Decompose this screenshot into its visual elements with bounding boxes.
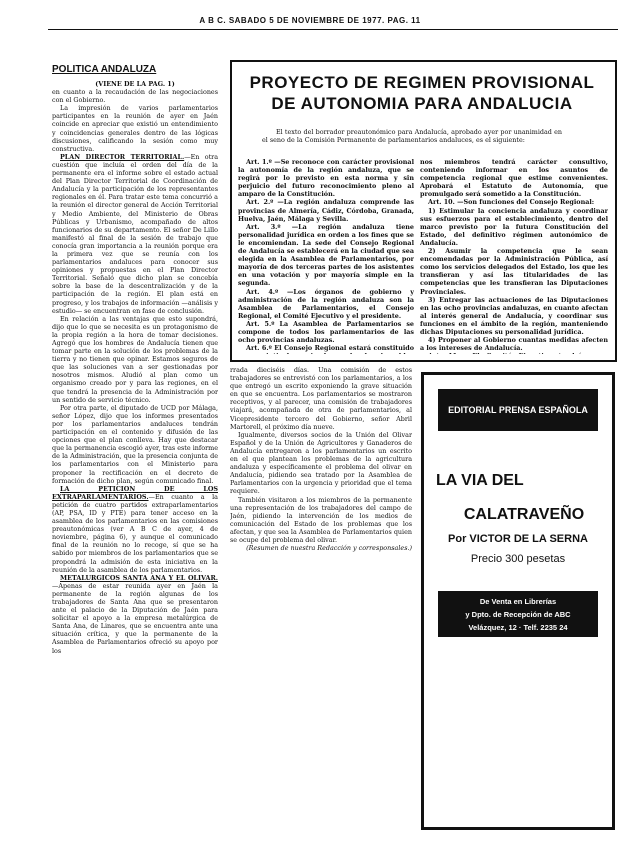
ad-price: Precio 300 pesetas: [470, 553, 566, 565]
article-lead: Art. 6.º: [246, 344, 272, 353]
article-item: [420, 198, 608, 206]
section-title: POLITICA ANDALUZA: [52, 64, 157, 75]
article-item: [238, 344, 414, 354]
article-lead: Art. 2.º: [246, 198, 274, 207]
paragraph: —En otra cuestión que incluía el orden del día de la permanente era el informe sobre el estado actual del Plan Director Territorial de Coordinación de Andalucía y la participación de los representantes regionales en él. Para tratar este tema concurrió a la reunión el director general de Acción Territorial y Medio Ambiente, del Ministerio de Obras Públicas y Urbanismo, acompañado de altos funcionarios de su departamento. El señor De Lillo manifestó al final de la sesión de trabajo que conocía gran importancia a la reunión porque era la primera vez que se reunía con los parlamentarios andaluces para conocer sus opiniones y propuestas en el Plan Director Territorial. Señaló que dicho plan se concebía sobre la base de la descentralización y de la participación de la región. El plan está en progreso, y los trabajos de información —análisis y estudio— se encuentran en fase de conclusión.: [52, 152, 218, 315]
ad-footer-line1: De Venta en Librerías: [479, 597, 557, 606]
article-item: [420, 158, 608, 198]
article-lead: 3): [428, 295, 436, 304]
paragraph: En relación a las ventajas que esto supondrá, dijo que lo que se necesita es un protagonismo de la propia región a la hora de tomar decisiones. Agregó que los hombres de Andalucía tienen que tomar parte en la solución de los problemas de la tierra y no tienen que opinar. Estamos seguros de que las soluciones van a ser gestionadas por nosotros mismos. Aludió al plan como un organismo creado por y para las regiones, en el que tendrá la presencia de la Administración por un sentido de servicio técnico.: [52, 314, 218, 404]
article-lead: Art. 5.º: [246, 319, 275, 328]
article-lead: Art. 1.º: [246, 158, 272, 166]
article-item: [420, 336, 608, 352]
paragraph: —En cuanto a la petición de cuatro partidos extraparlamentarios (AP, PSA, ID y PTE) para tener acceso en la asamblea de los parlamentarios en las comisiones preautonómicas (ver A B C de ayer, 4 de noviembre, página 6), y aunque el comunicado final de la reunión no lo recoge, sí que se ha sabido por miembros de los parlamentarios que se propondrá la admisión de esta iniciativa en la reunión de la asamblea de los parlamentarios.: [52, 492, 218, 574]
paragraph: También visitaron a los miembros de la permanente una representación de los trabajadores del campo de Jaén, pidiendo la intervención de los medios de comunicación del Estado de los problemas que los afectan, y que sea la Asamblea de Parlamentarios quien se ocupe del problema del olivar.: [230, 495, 412, 544]
article-lead: 1): [428, 206, 436, 215]
ad-footer-line2: y Dpto. de Recepción de ABC: [465, 610, 571, 619]
article-lead: Art. 4.º: [246, 287, 279, 296]
article-intro: El texto del borrador preautonómico para Andalucía, aprobado ayer por unanimidad en el seno de la Comisión Permanente de parlamentarios andaluces, es el siguiente:: [262, 128, 562, 144]
ad-title-line2: CALATRAVEÑO: [463, 506, 585, 523]
article-title: PROYECTO DE REGIMEN PROVISIONAL DE AUTONOMIA PARA ANDALUCIA: [249, 73, 595, 113]
paragraph: en cuanto a la recaudación de las negociaciones con el Gobierno.: [52, 88, 218, 105]
article-item: [238, 158, 414, 198]
article-item: [420, 352, 608, 354]
article-item: [420, 296, 608, 336]
subhead-metalurgicos: METALURGICOS SANTA ANA Y EL OLIVAR.: [60, 573, 218, 582]
middle-column: [230, 366, 412, 828]
article-item: [420, 247, 608, 296]
signoff: (Resumen de nuestra Redacción y corresponsales.): [246, 544, 412, 553]
article-text: Proponer al Gobierno cuantas medidas afecten a los intereses de Andalucía.: [420, 336, 608, 353]
article-item: [238, 320, 414, 344]
article-lead: 2): [428, 247, 436, 256]
article-text: —Los órganos de gobierno y administración de la región andaluza son la Asamblea de Parlamentarios, el Consejo Regional, el Comité Ejecutivo y el presidente.: [238, 287, 414, 320]
article-text: Entregar las actuaciones de las Diputaciones en las ocho provincias andaluzas, en cuanto afectan al interés general de Andalucía, y coordinar sus funciones en el ámbito de la región, manteniendo dichas Diputaciones su personalidad jurídica.: [420, 295, 608, 336]
article-lead: [428, 352, 459, 354]
paragraph: Igualmente, diversos socios de la Unión del Olivar Español y de la Unión de Agricultores y Ganaderos de Andalucía entregaron a los parlamentarios un escrito en el que plantean los problemas de la agricultura andaluza y específicamente el problema del olivar en Andalucía, pidiendo sea tratado por la Asamblea de Parlamentarios con la urgencia y prioridad que el tema requiere.: [230, 430, 412, 496]
article-text: —La región andaluza tiene personalidad jurídica en orden a los fines que se le encomiendan. La sede del Consejo Regional de Andalucía se establecerá en la ciudad que sea elegida en la Asamblea de Parlamentarios, por mayoría de dos terceras partes de los asistentes en una votación y por mayoría simple en la segunda.: [238, 222, 414, 288]
article-lead: 4): [428, 336, 436, 345]
article-text: Asumir la competencia que le sean encomendadas por la Administración Pública, así como los servicios delegados del Estado, los que les transfieran y así las titularidades de las competencias que les transfieran las Diputaciones Provinciales.: [420, 247, 608, 296]
article-text: —La región andaluza comprende las provincias de Almería, Cádiz, Córdoba, Granada, Huelva, Jaén, Málaga y Sevilla.: [238, 198, 414, 223]
article-text: —Se reconoce con carácter provisional la autonomía de la región andaluza, que se regirá por lo previsto en esta norma y sin perjuicio del futuro reconocimiento pleno al amparo de la Constitución.: [238, 158, 414, 199]
header-rule: [48, 29, 618, 30]
article-item: [238, 223, 414, 288]
running-head: A B C. SABADO 5 DE NOVIEMBRE DE 1977. PAG. 11: [199, 16, 421, 25]
subhead-plan: PLAN DIRECTOR TERRITORIAL.: [60, 152, 185, 161]
ad-title: [424, 471, 612, 525]
ad-header: EDITORIAL PRENSA ESPAÑOLA: [438, 389, 598, 431]
article-text: El Consejo Regional estará constituido: [274, 344, 414, 353]
ad-title-line1: LA VIA DEL: [436, 472, 524, 489]
article-text: —Son funciones del Consejo Regional:: [457, 198, 595, 207]
article-item: [238, 288, 414, 320]
article-item: [420, 207, 608, 247]
article-text: nos miembros tendrá carácter consultivo, conteniendo informar en los asuntos de competencia regional que estime convenientes. Aprobará el Estatuto de Autonomía, que promulgado será sometido a la Constitución.: [420, 158, 608, 199]
paragraph: rrada dieciséis días. Una comisión de estos trabajadores se entrevistó con los parlamentarios, a los que entregó un escrito exponiendo la grave situación en que se encuentra. Los parlamentarios se mostraron receptivos, y al parecer, una comisión de trabajadores viajará, acompañada de otra de parlamentarios, al Vicepresidente tercero del Gobierno, señor Abril Martorell, el próximo día nueve.: [230, 366, 412, 431]
ad-footer: [438, 591, 598, 637]
article-text: La Asamblea de Parlamentarios se compone de todos los parlamentarios de las ocho provincias andaluzas.: [238, 319, 414, 345]
advertisement: [421, 372, 615, 830]
article-lead: Art. 3.º: [246, 222, 281, 231]
ad-author: Por VICTOR DE LA SERNA: [448, 533, 588, 545]
article-column-2: [420, 158, 608, 354]
article-column-1: [238, 158, 414, 354]
subhead-peticion: LA PETICION DE LOS EXTRAPARLAMENTARIOS.: [52, 484, 218, 501]
paragraph: La impresión de varios parlamentarios participantes en la reunión de ayer en Jaén coincide en apreciar que existió un entendimiento y coincidencias generales dentro de las lógicas discusiones, calificando la sesión como muy constructiva.: [52, 104, 218, 153]
continued-note: (VIENE DE LA PAG. 1): [95, 80, 175, 88]
article-lead: Art. 10.: [428, 198, 455, 207]
article-item: [238, 198, 414, 222]
paragraph: Por otra parte, el diputado de UCD por Málaga, señor López, dijo que los informes presentados por los parlamentarios andaluces tendrán participación en el contenido y difusión de las opciones que el plan conlleva. Hay que destacar que la permanencia escogió ayer, tras este informe de la Administración, que la presencia conjunta de los parlamentarios con el Ministerio para proponer la rectificación en el decreto de formación de dicho plan, según comunicado final.: [52, 403, 218, 485]
paragraph: —Apenas de estar reunida ayer en Jaén la permanente de la región algunas de los trabajadores de Santa Ana que se presentaron ante el palacio de la Diputación de Jaén para solicitar el apoyo a la empresa metalúrgica de Santa Ana, de Linares, que se encuentra ante una situación crítica, y que la permanente de la Asamblea de Parlamentarios ofreció su apoyo por los: [52, 581, 218, 655]
left-column: [52, 80, 218, 828]
ad-footer-line3: Velázquez, 12 · Telf. 2235 24: [468, 623, 568, 632]
article-text: Estimular la conciencia andaluza y coordinar sus esfuerzos para el establecimiento, dentro del marco previsto por la futura Constitución del Estado, del definitivo régimen autonómico de Andalucía.: [420, 206, 608, 247]
